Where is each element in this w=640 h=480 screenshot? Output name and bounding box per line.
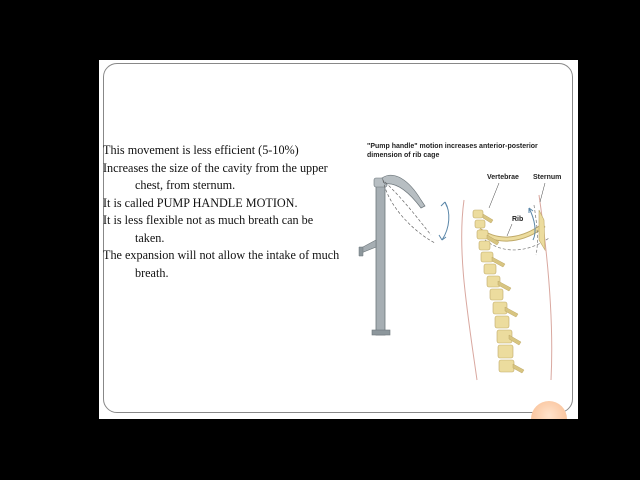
slide xyxy=(99,60,578,419)
bullet-item: Increases the size of the cavity from the upper chest, from sternum. xyxy=(103,160,328,192)
bullet-item: The expansion will not allow the intake of much breath. xyxy=(103,248,340,280)
figure-caption: "Pump handle" motion increases anterior-posterior dimension of rib cage xyxy=(367,143,538,159)
label-vertebrae: Vertebrae xyxy=(487,174,519,181)
bullet-item: It is called PUMP HANDLE MOTION. xyxy=(103,195,298,210)
bullet-item: This movement is less efficient (5-10%) xyxy=(103,143,299,157)
bullet-list xyxy=(103,142,343,282)
label-sternum: Sternum xyxy=(533,174,562,181)
bullet-item: It is less flexible not as much breath can be taken. xyxy=(103,213,314,245)
spine-rib-drawing xyxy=(462,183,552,380)
label-rib: Rib xyxy=(512,216,524,223)
pump-handle-figure xyxy=(349,140,578,400)
decorative-accent-circle xyxy=(531,401,567,419)
water-pump-drawing xyxy=(359,175,449,335)
